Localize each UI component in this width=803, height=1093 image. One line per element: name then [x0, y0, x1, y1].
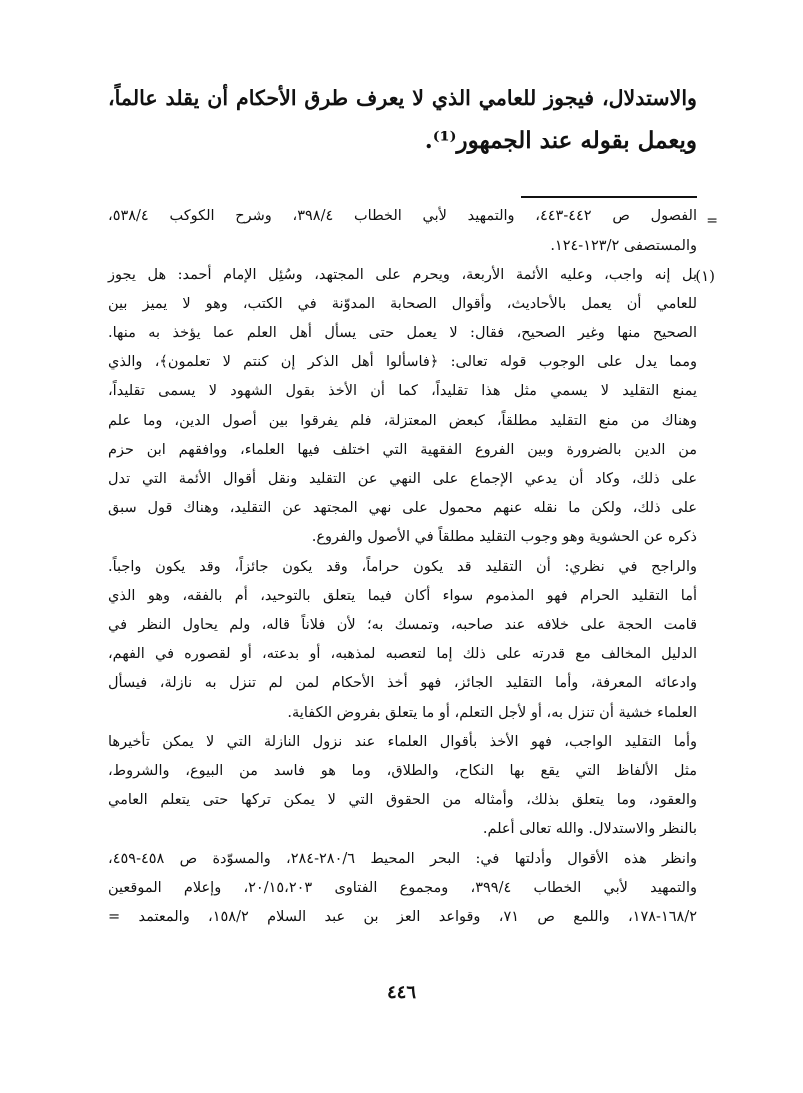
footnote-continuation-mark: =	[706, 213, 718, 229]
footnote-line: يمنع التقليد لا يسمي مثل هذا تقليداً، كما أن الأخذ بقول الشهود لا يسمى تقليداً،	[108, 383, 697, 399]
footnote-line: قامت الحجة على خلافه عند صاحبه، وتمسك به؛ لأن فلاناً قاله، ولم يحاول النظر في	[108, 617, 697, 633]
main-text-line-2: ويعمل بقوله عند الجمهور⁽¹⁾.	[424, 127, 697, 154]
footnote-line: أما التقليد الحرام فهو المذموم سواء أكان فيما يتعلق بالتوحيد، أم بالفقه، وهو الذي	[108, 588, 697, 604]
footnote-line: للعامي أن يعمل بالأحاديث، وأقوال الصحابة المدوّنة في الكتب، وهو لا يميز بين	[108, 296, 697, 312]
footnote-line: والعقود، وما يتعلق بذلك، وأمثاله من الحقوق التي لا يمكن تركها حتى يتعلم العامي	[108, 792, 697, 808]
footnote-line: وادعائه المعرفة، وأما التقليد الجائز، فهو أخذ الأحكام لمن لم تنزل به نازلة، فيسأل	[108, 675, 697, 691]
footnote-line: والراجح في نظري: أن التقليد قد يكون حراماً، وقد يكون جائزاً، وقد يكون واجباً.	[108, 559, 697, 575]
footnote-line: الصحيح منها وغير الصحيح، فقال: لا يعمل حتى يسأل أهل العلم عما يؤخذ به منها.	[108, 325, 697, 341]
footnote-line: العلماء خشية أن تنزل به، أو لأجل التعلم، أو ما يتعلق بفروض الكفاية.	[287, 705, 697, 721]
footnote-divider	[521, 196, 697, 198]
footnote-line: ١٦٨/٢-١٧٨، واللمع ص ٧١، وقواعد العز بن عبد السلام ١٥٨/٢، والمعتمد =	[108, 909, 697, 925]
footnote-line: وأما التقليد الواجب، فهو الأخذ بأقوال العلماء عند نزول النازلة التي لا يمكن تأخيرها	[108, 734, 697, 750]
footnote-line: ومما يدل على الوجوب قوله تعالى: ﴿فاسألوا أهل الذكر إن كنتم لا تعلمون﴾، والذي	[108, 354, 697, 370]
footnote-line: والتمهيد لأبي الخطاب ٣٩٩/٤، ومجموع الفتاوى ٢٠/١٥،٢٠٣، وإعلام الموقعين	[108, 880, 697, 896]
footnote-line: من الدين بالضرورة وبين الفروع الفقهية التي اختلف فيها العلماء، ووافقهم ابن حزم	[108, 442, 697, 458]
footnote-line: على ذلك، ولكن ما نقله عنهم محمول على نهي المجتهد عن التقليد، وهناك قول سبق	[108, 500, 697, 516]
main-text-line-1: والاستدلال، فيجوز للعامي الذي لا يعرف طرق الأحكام أن يقلد عالماً،	[108, 86, 697, 110]
footnote-line: ذكره عن الحشوية وهو وجوب التقليد مطلقاً في الأصول والفروع.	[311, 529, 697, 545]
footnote-line: وهناك من منع التقليد مطلقاً، كبعض المعتزلة، فلم يفرقوا بين أصول الدين، وما علم	[108, 413, 697, 429]
footnote-line: على ذلك، وكاد أن يدعي الإجماع على النهي عن التقليد ونقل أقوال الأئمة التي تدل	[108, 471, 697, 487]
footnote-continuation-line-2: والمستصفى ١٢٣/٢-١٢٤.	[550, 238, 697, 254]
footnote-line: مثل الألفاظ التي يقع بها النكاح، والطلاق، وما هو فاسد من البيوع، والشروط،	[108, 763, 697, 779]
footnote-continuation-line-1: الفصول ص ٤٤٢-٤٤٣، والتمهيد لأبي الخطاب ٣٩٨/٤، وشرح الكوكب ٥٣٨/٤،	[108, 208, 697, 224]
footnote-line: وانظر هذه الأقوال وأدلتها في: البحر المحيط ٢٨٠/٦-٢٨٤، والمسوّدة ص ٤٥٨-٤٥٩،	[108, 851, 697, 867]
footnote-line: الدليل المخالف مع قدرته على ذلك إما لتعصبه لمذهبه، أو بدعته، أو لقصوره في الفهم،	[108, 646, 697, 662]
footnote-line: بل إنه واجب، وعليه الأئمة الأربعة، ويحرم على المجتهد، وسُئِل الإمام أحمد: هل يجوز	[108, 267, 697, 283]
footnote-number: (١)	[695, 267, 715, 285]
footnote-line: بالنظر والاستدلال. والله تعالى أعلم.	[482, 821, 697, 837]
page-number: ٤٤٦	[386, 982, 416, 1003]
